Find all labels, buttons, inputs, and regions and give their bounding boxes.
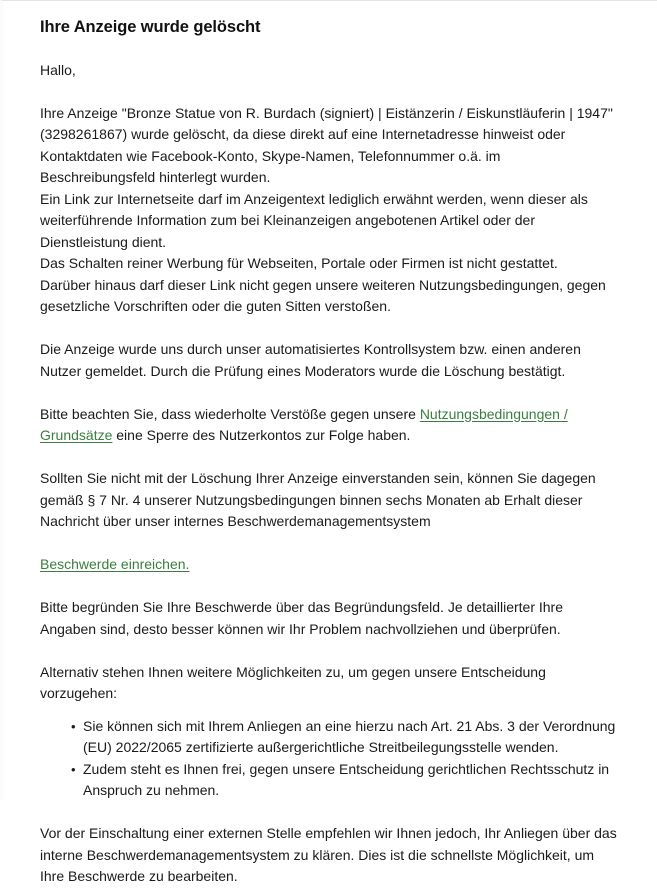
spacer [40, 81, 617, 103]
recommendation-paragraph: Vor der Einschaltung einer externen Stelle empfehlen wir Ihnen jedoch, Ihr Anliegen über das interne Beschwerdemanagementsystem zu klären. Dies ist die schnellste Möglichkeit, um Ihre Beschwerde zu bearbeiten. [40, 825, 617, 884]
spacer [40, 447, 617, 469]
spacer [40, 576, 617, 598]
spacer [40, 318, 617, 340]
spacer [40, 640, 617, 662]
submit-complaint-link[interactable]: Beschwerde einreichen. [40, 556, 190, 572]
message-body [3, 1, 657, 888]
list-item: • Zudem steht es Ihnen frei, gegen unsere Entscheidung gerichtlichen Rechtsschutz in Anspruch zu nehmen. [71, 759, 617, 802]
terms-and-principles-link[interactable]: Nutzungsbedingungen / Grundsätze [40, 405, 568, 443]
warning-paragraph [40, 404, 617, 447]
spacer [40, 533, 617, 555]
page-title: Ihre Anzeige wurde gelöscht [40, 18, 261, 36]
complaint-link-paragraph [40, 554, 617, 576]
alternatives-list [40, 716, 617, 802]
spacer [40, 705, 617, 716]
link-rules-paragraph-1: Ein Link zur Internetseite darf im Anzeigentext lediglich erwähnt werden, wenn dieser als weiterführende Information zum bei Kleinanzeigen angebotenen Artikel oder der Dienstleistung dient. [40, 190, 588, 250]
link-rules-paragraph-2: Das Schalten reiner Werbung für Webseiten, Portale oder Firmen ist nicht gestattet. [40, 255, 558, 271]
deletion-reason-paragraph: Ihre Anzeige "Bronze Statue von R. Burdach (signiert) | Eistänzerin / Eiskunstläuferin | 1947" (3298261867) wurde gelöscht, da diese direkt auf eine Internetadresse hinweist oder Kontaktdaten wie Facebook-Konto, Skype-Namen, Telefonnummer o.ä. im Beschreibungsfeld hinterlegt wurden. [40, 104, 613, 185]
spacer [40, 382, 617, 404]
warning-text-prefix: Bitte beachten Sie, dass wiederholte Verstöße gegen unsere [40, 405, 420, 422]
link-rules-paragraph-3: Darüber hinaus darf dieser Link nicht gegen unsere weiteren Nutzungsbedingungen, gegen gesetzliche Vorschriften oder die guten Sitten verstoßen. [40, 276, 606, 314]
appeal-paragraph: Sollten Sie nicht mit der Löschung Ihrer Anzeige einverstanden sein, können Sie dagegen gemäß § 7 Nr. 4 unserer Nutzungsbedingungen binnen sechs Monaten ab Erhalt dieser Nachricht über unser internes Beschwerdemanagementsystem [40, 470, 596, 529]
warning-text-suffix: eine Sperre des Nutzerkontos zur Folge haben. [112, 427, 411, 443]
list-item: • Sie können sich mit Ihrem Anliegen an eine hierzu nach Art. 21 Abs. 3 der Verordnung (EU) 2022/2065 zertifizierte außergerichtliche Streitbeilegungsstelle wenden. [71, 716, 617, 759]
justify-complaint-paragraph: Bitte begründen Sie Ihre Beschwerde über das Begründungsfeld. Je detaillierter Ihre Angaben sind, desto besser können wir Ihr Problem nachvollziehen und überprüfen. [40, 599, 563, 637]
spacer [40, 802, 617, 824]
report-paragraph: Die Anzeige wurde uns durch unser automatisiertes Kontrollsystem bzw. einen anderen Nutzer gemeldet. Durch die Prüfung eines Moderators wurde die Löschung bestätigt. [40, 341, 581, 379]
greeting-text: Hallo, [40, 61, 76, 78]
spacer [40, 38, 617, 60]
alternatives-paragraph: Alternativ stehen Ihnen weitere Möglichkeiten zu, um gegen unsere Entscheidung vorzugehen: [40, 663, 546, 701]
